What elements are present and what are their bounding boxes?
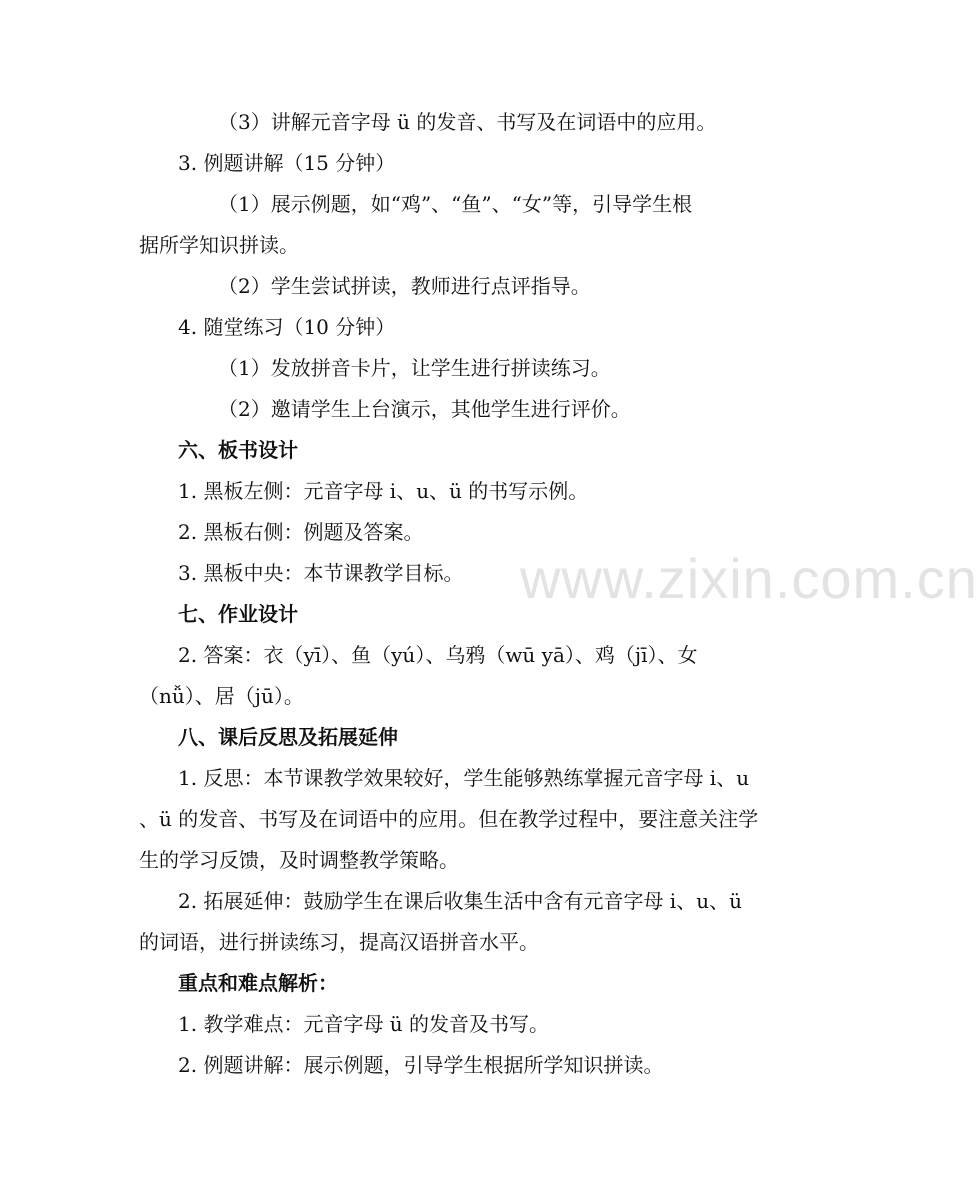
section-4-title: 4. 随堂练习（10 分钟） [178, 315, 396, 339]
key-point-2: 2. 例题讲解：展示例题，引导学生根据所学知识拼读。 [178, 1053, 664, 1077]
answer-line1: 2. 答案：衣（yī）、鱼（yú）、乌鸦（wū yā）、鸡（jī）、女 [178, 643, 698, 667]
reflection-line2: 、ü 的发音、书写及在词语中的应用。但在教学过程中，要注意关注学 [139, 807, 759, 831]
extension-line1: 2. 拓展延伸：鼓励学生在课后收集生活中含有元音字母 i、u、ü [178, 889, 742, 913]
heading-homework: 七、作业设计 [178, 602, 298, 626]
reflection-line3: 生的学习反馈，及时调整教学策略。 [139, 848, 459, 872]
example-1-line2: 据所学知识拼读。 [139, 233, 299, 257]
board-center: 3. 黑板中央：本节课教学目标。 [178, 561, 464, 585]
heading-board-design: 六、板书设计 [178, 438, 298, 462]
reflection-line1: 1. 反思：本节课教学效果较好，学生能够熟练掌握元音字母 i、u [178, 766, 750, 790]
board-left: 1. 黑板左侧：元音字母 i、u、ü 的书写示例。 [178, 479, 589, 503]
extension-line2: 的词语，进行拼读练习，提高汉语拼音水平。 [139, 930, 539, 954]
practice-1: （1）发放拼音卡片，让学生进行拼读练习。 [218, 356, 611, 380]
answer-line2: （nǚ）、居（jū）。 [139, 684, 304, 708]
key-point-1: 1. 教学难点：元音字母 ü 的发音及书写。 [178, 1012, 550, 1036]
board-right: 2. 黑板右侧：例题及答案。 [178, 520, 424, 544]
step-3-3: （3）讲解元音字母 ü 的发音、书写及在词语中的应用。 [218, 110, 717, 134]
practice-2: （2）邀请学生上台演示，其他学生进行评价。 [218, 397, 631, 421]
example-2: （2）学生尝试拼读，教师进行点评指导。 [218, 274, 591, 298]
example-1-line1: （1）展示例题，如“鸡”、“鱼”、“女”等，引导学生根 [218, 192, 693, 216]
heading-key-points: 重点和难点解析： [178, 971, 338, 995]
section-3-title: 3. 例题讲解（15 分钟） [178, 151, 396, 175]
heading-reflection: 八、课后反思及拓展延伸 [178, 725, 398, 749]
watermark: www.zixin.com.cn [520, 547, 978, 610]
